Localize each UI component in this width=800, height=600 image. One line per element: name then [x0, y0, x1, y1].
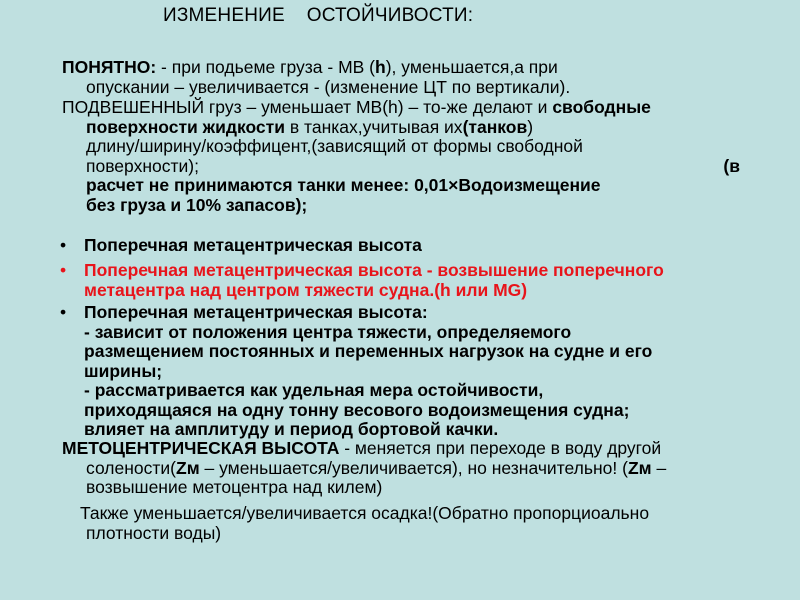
slide-title: ИЗМЕНЕНИЕ ОСТОЙЧИВОСТИ: — [163, 5, 474, 26]
bullet-line: ширины; — [84, 360, 163, 381]
paragraph-line — [62, 118, 772, 138]
paragraph-line — [62, 157, 772, 177]
bullet-line: Поперечная метацентрическая высота: — [84, 302, 428, 322]
h-symbol: h — [375, 57, 386, 77]
text-fragment: - при подьеме груза - МВ ( — [156, 57, 376, 77]
text-fragment: в танках,учитывая их — [285, 116, 463, 137]
bullet-item-2 — [84, 261, 774, 300]
lead-podveshenny: ПОДВЕШЕННЫЙ — [62, 97, 205, 117]
bullet-marker: • — [60, 302, 67, 322]
bullet-line: Поперечная метацентрическая высота - возвышение поперечного — [84, 260, 664, 280]
bullet-item-1: Поперечная метацентрическая высота — [84, 235, 422, 255]
lead-ponyatno: ПОНЯТНО: — [62, 57, 157, 77]
bullet-line: размещением постоянных и переменных нагрузок на судне и его — [84, 341, 653, 361]
paragraph-line: Также уменьшается/увеличивается осадка!(Обратно пропорциоально — [80, 503, 650, 523]
bullet-line: приходящаяся на одну тонну весового водоизмещения судна; — [84, 399, 630, 420]
bold-fragment: (танков — [462, 116, 528, 137]
paragraph-metocentr — [62, 439, 772, 498]
paragraph-line — [62, 459, 772, 479]
bold-fragment: свободные — [552, 97, 651, 117]
paragraph-line: опускании – увеличивается - (изменение ЦТ по вертикали). — [86, 76, 571, 97]
text-fragment: – — [651, 457, 667, 478]
paragraph-ponyatno — [62, 58, 772, 97]
text-fragment: солености( — [86, 457, 177, 478]
zm-symbol: Zм — [176, 457, 200, 478]
bullet-marker: • — [60, 260, 67, 280]
text-fragment: – уменьшается/увеличивается), но незначительно! ( — [199, 457, 628, 478]
paragraph-line: возвышение метоцентра над килем) — [86, 477, 383, 497]
bullet-line: - зависит от положения центра тяжести, определяемого — [84, 321, 572, 342]
paragraph-line: плотности воды) — [86, 522, 222, 543]
paragraph-line — [62, 98, 772, 118]
paragraph-podveshenny — [62, 98, 772, 215]
bullet-marker: • — [60, 235, 67, 255]
lead-metocentr: МЕТОЦЕНТРИЧЕСКАЯ ВЫСОТА — [62, 438, 340, 458]
zm-symbol: Zм — [627, 457, 652, 478]
paragraph-line: без груза и 10% запасов); — [86, 194, 308, 215]
bullet-line: - рассматривается как удельная мера остойчивости, — [84, 380, 544, 400]
bullet-item-3 — [84, 303, 774, 440]
text-fragment: поверхности); — [86, 155, 199, 176]
text-fragment: ) — [527, 116, 534, 137]
text-fragment: - меняется при переходе в воду другой — [339, 438, 662, 458]
paragraph-osadka — [80, 504, 790, 543]
paragraph-line: расчет не принимаются танки менее: 0,01×Водоизмещение — [86, 175, 601, 195]
bold-fragment: (в — [723, 155, 740, 176]
text-fragment: груз – уменьшает МВ(h) – то-же делают и — [204, 97, 553, 117]
paragraph-line — [62, 58, 772, 78]
bullet-line: метацентра над центром тяжести судна.(h или MG) — [84, 279, 528, 300]
bullet-line: влияет на амплитуду и период бортовой качки. — [84, 419, 499, 439]
text-fragment: ), уменьшается,а при — [385, 57, 558, 77]
bold-fragment: поверхности жидкости — [86, 116, 285, 137]
paragraph-line — [62, 439, 772, 459]
paragraph-line: длину/ширину/коэффицент,(зависящий от формы свободной — [86, 136, 583, 156]
